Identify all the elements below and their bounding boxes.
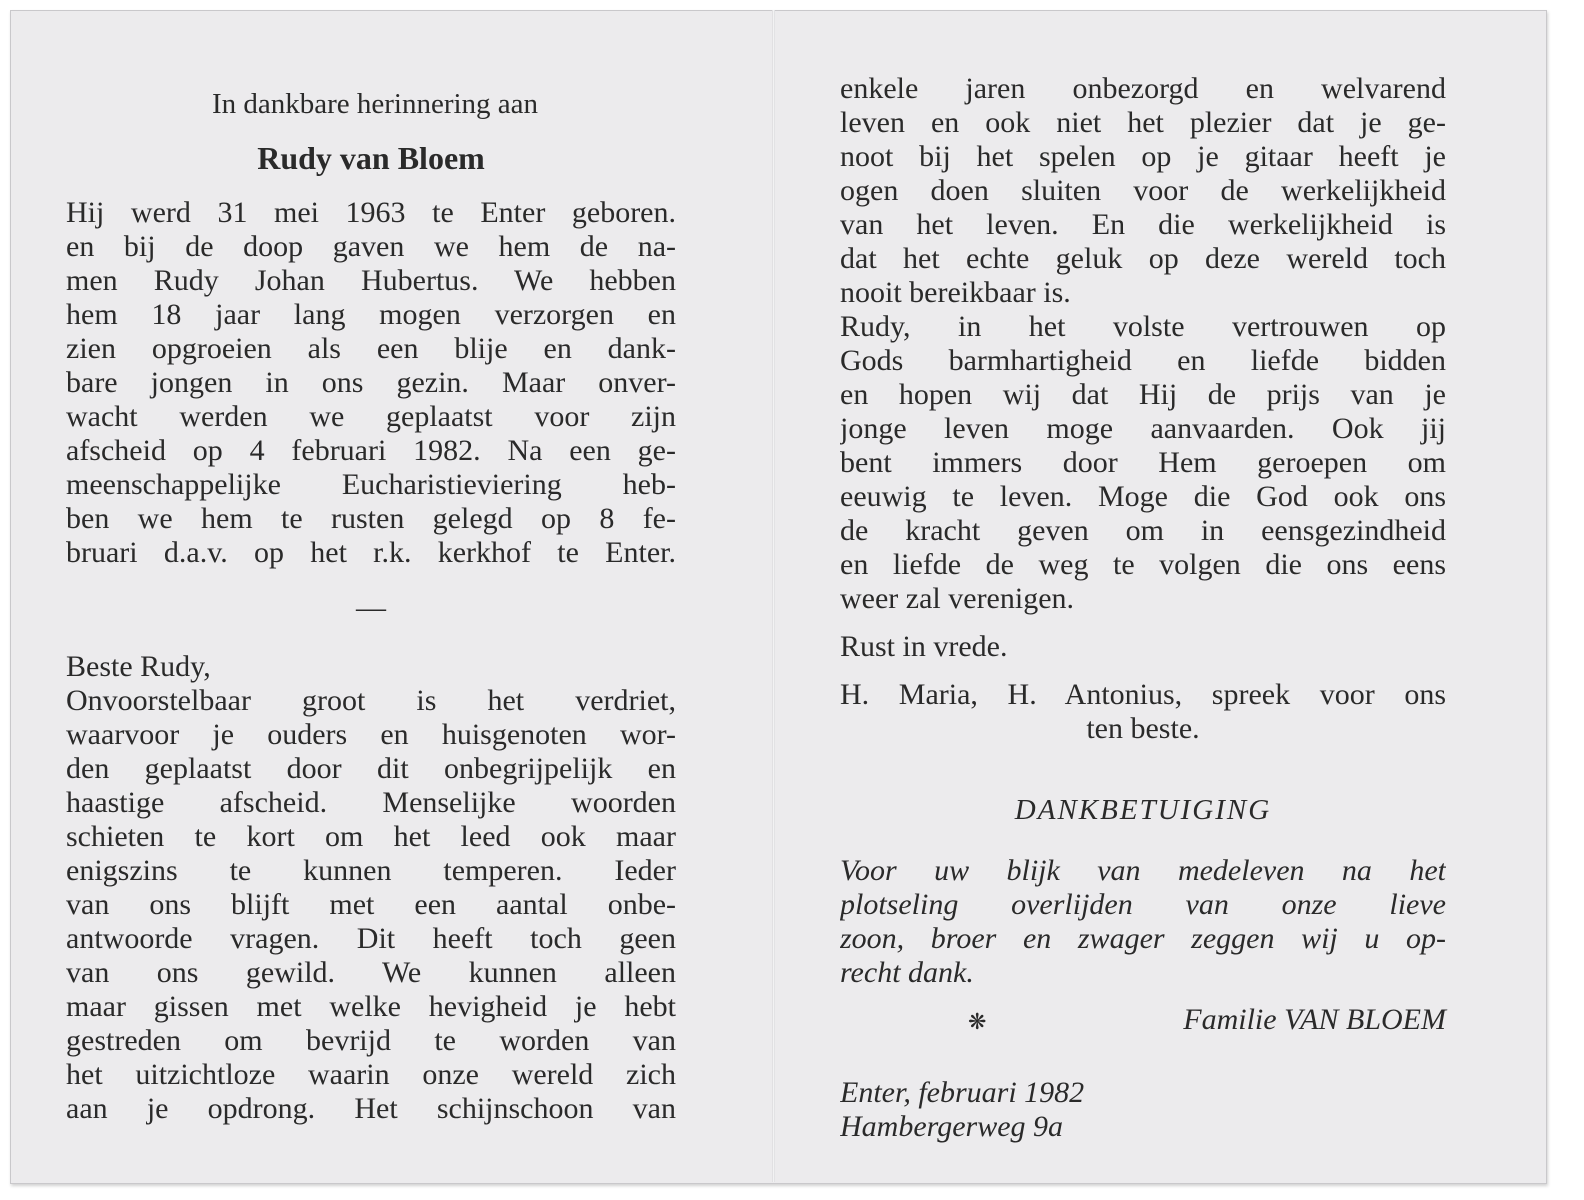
bio-line: men Rudy Johan Hubertus. We hebben xyxy=(66,264,676,297)
thanks-line: plotseling overlijden van onze lieve xyxy=(840,888,1446,921)
letter-line: Gods barmhartigheid en liefde bidden xyxy=(840,344,1446,377)
bio-line: bare jongen in ons gezin. Maar onver- xyxy=(66,366,676,399)
place-date: Enter, februari 1982 xyxy=(840,1076,1085,1109)
bio-line: hem 18 jaar lang mogen verzorgen en xyxy=(66,298,676,331)
letter-line: leven en ook niet het plezier dat je ge- xyxy=(840,106,1446,139)
bio-line: meenschappelijke Eucharistieviering heb- xyxy=(66,468,676,501)
letter-line: antwoorde vragen. Dit heeft toch geen xyxy=(66,922,676,955)
deceased-name: Rudy van Bloem xyxy=(257,140,485,176)
letter-line: ogen doen sluiten voor de werkelijkheid xyxy=(840,174,1446,207)
right-page xyxy=(840,72,1446,1144)
prayer-line: H. Maria, H. Antonius, spreek voor ons xyxy=(840,678,1446,711)
address-block xyxy=(840,1076,1446,1144)
thanks-line: recht dank. xyxy=(840,956,974,989)
address: Hambergerweg 9a xyxy=(840,1110,1064,1143)
letter-right xyxy=(840,72,1446,616)
letter-line: van ons gewild. We kunnen alleen xyxy=(66,956,676,989)
letter-line: maar gissen met welke hevigheid je hebt xyxy=(66,990,676,1023)
bio-line: ben we hem te rusten gelegd op 8 fe- xyxy=(66,502,676,535)
bio-line: zien opgroeien als een blije en dank- xyxy=(66,332,676,365)
letter-line: Beste Rudy, xyxy=(66,650,211,683)
thanks-line: Voor uw blijk van medeleven na het xyxy=(840,854,1446,887)
letter-line: nooit bereikbaar is. xyxy=(840,276,1071,309)
ornament-icon: ❋ xyxy=(968,1009,987,1034)
letter-line: Onvoorstelbaar groot is het verdriet, xyxy=(66,684,676,717)
biography xyxy=(66,196,676,570)
letter-line: enigszins te kunnen temperen. Ieder xyxy=(66,854,676,887)
bio-line: afscheid op 4 februari 1982. Na een ge- xyxy=(66,434,676,467)
letter-line: van ons blijft met een aantal onbe- xyxy=(66,888,676,921)
left-page xyxy=(66,84,676,1126)
letter-line: schieten te kort om het leed ook maar xyxy=(66,820,676,853)
intro-text: In dankbare herinnering aan xyxy=(211,88,539,120)
letter-left xyxy=(66,650,676,1126)
letter-line: bent immers door Hem geroepen om xyxy=(840,446,1446,479)
thanks-title: DANKBETUIGING xyxy=(1014,794,1272,826)
rest-in-peace: Rust in vrede. xyxy=(840,630,1008,663)
letter-line: enkele jaren onbezorgd en welvarend xyxy=(840,72,1446,105)
letter-line: haastige afscheid. Menselijke woorden xyxy=(66,786,676,819)
thanks-line: zoon, broer en zwager zeggen wij u op- xyxy=(840,922,1446,955)
letter-line: gestreden om bevrijd te worden van xyxy=(66,1024,676,1057)
divider: — xyxy=(356,591,386,624)
letter-line: weer zal verenigen. xyxy=(840,582,1075,615)
thanks-text xyxy=(840,854,1446,990)
letter-line: de kracht geven om in eensgezindheid xyxy=(840,514,1446,547)
letter-line: aan je opdrong. Het schijnschoon van xyxy=(66,1092,676,1125)
letter-line: jonge leven moge aanvaarden. Ook jij xyxy=(840,412,1446,445)
bio-line: wacht werden we geplaatst voor zijn xyxy=(66,400,676,433)
letter-line: het uitzichtloze waarin onze wereld zich xyxy=(66,1058,676,1091)
letter-line: en liefde de weg te volgen die ons eens xyxy=(840,548,1446,581)
letter-line: den geplaatst door dit onbegrijpelijk en xyxy=(66,752,676,785)
signature-row xyxy=(840,1000,1446,1040)
letter-line: eeuwig te leven. Moge die God ook ons xyxy=(840,480,1446,513)
card-fold xyxy=(772,10,775,1182)
bio-line: en bij de doop gaven we hem de na- xyxy=(66,230,676,263)
bio-line: bruari d.a.v. op het r.k. kerkhof te Enter. xyxy=(66,536,676,569)
letter-line: waarvoor je ouders en huisgenoten wor- xyxy=(66,718,676,751)
letter-line: dat het echte geluk op deze wereld toch xyxy=(840,242,1446,275)
prayer-line: ten beste. xyxy=(1086,712,1200,745)
letter-line: noot bij het spelen op je gitaar heeft je xyxy=(840,140,1446,173)
letter-line: en hopen wij dat Hij de prijs van je xyxy=(840,378,1446,411)
bio-line: Hij werd 31 mei 1963 te Enter geboren. xyxy=(66,196,676,229)
letter-line: van het leven. En die werkelijkheid is xyxy=(840,208,1446,241)
letter-line: Rudy, in het volste vertrouwen op xyxy=(840,310,1446,343)
family-signature: Familie VAN BLOEM xyxy=(1183,1003,1446,1036)
